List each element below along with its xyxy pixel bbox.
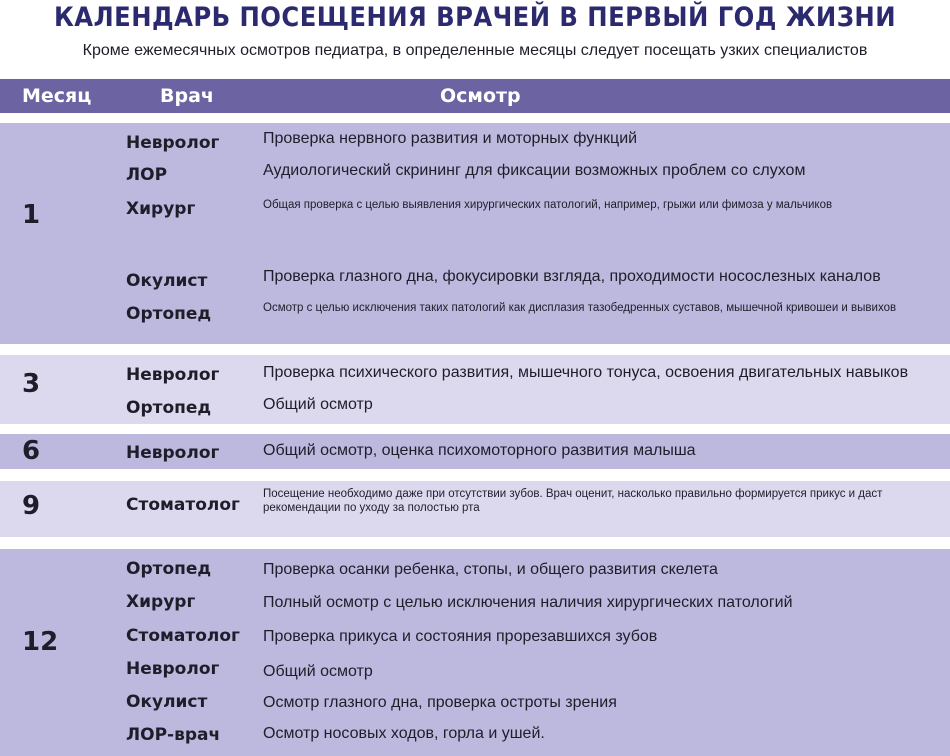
header-exam: Осмотр <box>440 85 521 107</box>
exam-description: Аудиологический скрининг для фиксации возможных проблем со слухом <box>263 162 806 179</box>
exam-description: Проверка психического развития, мышечного тонуса, освоения двигательных навыков <box>263 364 909 381</box>
doctor-name: Ортопед <box>126 398 212 418</box>
exam-description: Общий осмотр <box>263 663 373 680</box>
exam-description: Полный осмотр с целью исключения наличия хирургических патологий <box>263 594 793 611</box>
month-group-1 <box>0 123 950 344</box>
exam-description: Осмотр с целью исключения таких патологий как дисплазия тазобедренных суставов, мышечной кривошеи и вывихов <box>263 302 897 314</box>
exam-description: Общий осмотр, оценка психомоторного развития малыша <box>263 442 696 459</box>
exam-description: Общий осмотр <box>263 396 373 413</box>
doctor-name: Невролог <box>126 659 220 679</box>
doctor-name: Стоматолог <box>126 626 240 646</box>
header-month: Месяц <box>22 85 92 107</box>
month-group-6 <box>0 434 950 469</box>
month-label: 6 <box>22 436 41 466</box>
exam-description: Посещение необходимо даже при отсутствии зубов. Врач оценит, насколько правильно формируется прикус и даст рекомендации по уходу за полостью рта <box>263 488 883 514</box>
exam-description: Проверка осанки ребенка, стопы, и общего развития скелета <box>263 561 718 578</box>
exam-description: Осмотр глазного дна, проверка остроты зрения <box>263 694 617 711</box>
month-group-3 <box>0 355 950 424</box>
table-header <box>0 79 950 113</box>
doctor-name: ЛОР-врач <box>126 725 221 745</box>
exam-description: Проверка прикуса и состояния прорезавшихся зубов <box>263 628 658 645</box>
month-label: 9 <box>22 491 41 521</box>
month-group-12 <box>0 549 950 756</box>
doctor-name: Окулист <box>126 692 208 712</box>
exam-description: Проверка нервного развития и моторных функций <box>263 130 638 147</box>
page-subtitle: Кроме ежемесячных осмотров педиатра, в определенные месяцы следует посещать узких специалистов <box>82 42 868 59</box>
month-label: 12 <box>22 627 59 657</box>
month-group-9 <box>0 481 950 537</box>
doctor-name: Невролог <box>126 133 220 153</box>
doctor-name: Хирург <box>126 592 196 612</box>
doctor-name: Ортопед <box>126 559 212 579</box>
doctor-name: Ортопед <box>126 304 212 324</box>
doctor-name: Хирург <box>126 199 196 219</box>
page-title: КАЛЕНДАРЬ ПОСЕЩЕНИЯ ВРАЧЕЙ В ПЕРВЫЙ ГОД ЖИЗНИ <box>53 2 897 33</box>
header-doctor: Врач <box>160 85 214 107</box>
exam-description: Проверка глазного дна, фокусировки взгляда, проходимости носослезных каналов <box>263 268 881 285</box>
doctor-name: Невролог <box>126 443 220 463</box>
exam-description: Общая проверка с целью выявления хирургических патологий, например, грыжи или фимоза у мальчиков <box>263 199 833 211</box>
exam-description: Осмотр носовых ходов, горла и ушей. <box>263 725 545 742</box>
doctor-name: Невролог <box>126 365 220 385</box>
doctor-name: Стоматолог <box>126 495 240 515</box>
doctor-name: Окулист <box>126 271 208 291</box>
month-label: 3 <box>22 369 41 399</box>
month-label: 1 <box>22 200 41 230</box>
doctor-name: ЛОР <box>126 165 168 185</box>
